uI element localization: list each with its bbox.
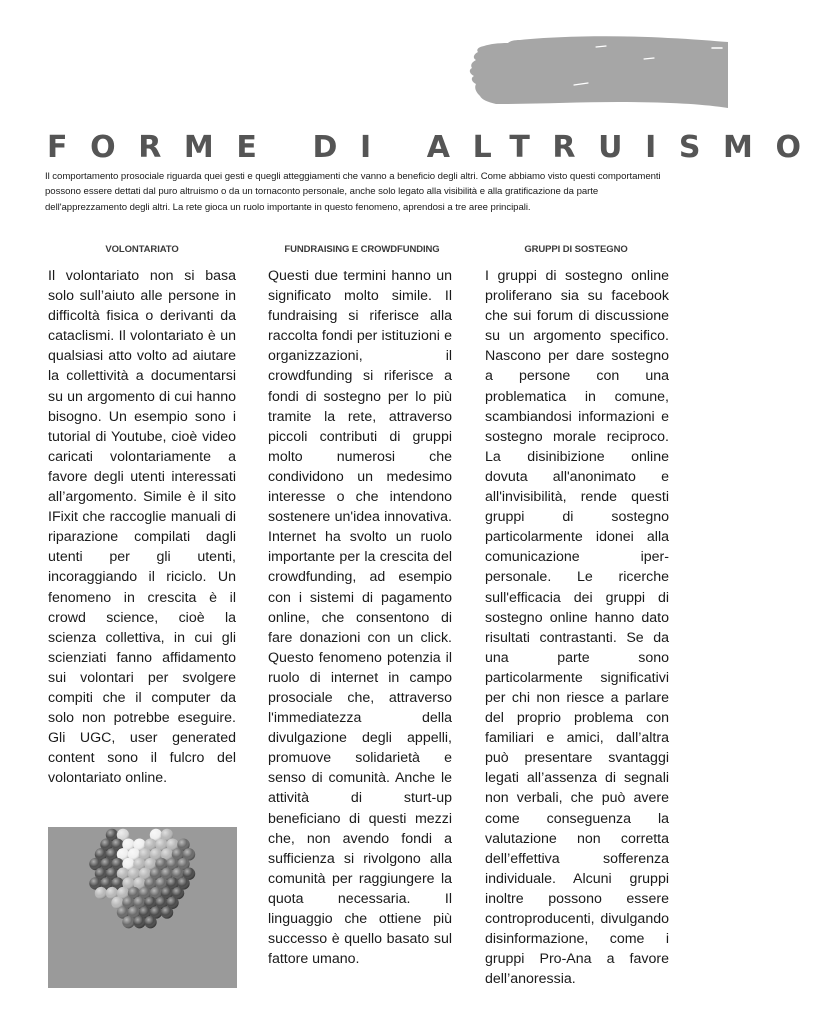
heart-icon [48, 827, 237, 988]
column-heading-gruppi-sostegno: GRUPPI DI SOSTEGNO [524, 244, 628, 255]
heart-ball-shade [133, 916, 145, 928]
page-title: FORME DI ALTRUISMO [47, 130, 824, 165]
heart-ball-shade [161, 906, 173, 918]
column-heading-volontariato: VOLONTARIATO [105, 244, 179, 255]
intro-paragraph: Il comportamento prosociale riguarda quei gesti e quegli atteggiamenti che vanno a beneficio degli altri. Come abbiamo visto questi comportamenti possono essere dettati dal puro altruismo o da un tornaconto personale, anche solo legato alla visibilità e alla gratificazione da parte dell'apprezzamento degli altri. La rete gioca un ruolo importante in questo fenomeno, aprendosi a tre aree principali. [45, 171, 661, 213]
brush-stroke-icon [468, 30, 728, 110]
column-heading-fundraising: FUNDRAISING E CROWDFUNDING [284, 244, 440, 255]
column-body-volontariato: Il volontariato non si basa solo sull’aiuto alle persone in difficoltà fisica o derivanti da cataclismi. Il volontariato è un qualsiasi atto volto ad aiutare la collettività a documentarsi su un argomento di cui hanno bisogno. Un esempio sono i tutorial di Youtube, cioè video caricati volontariamente a favore degli utenti interessati all’argomento. Simile è il sito IFixit che raccoglie manuali di riparazione compilati dagli utenti per gli utenti, incoraggiando il riciclo. Un fenomeno in crescita è il crowd science, cioè la scienza collettiva, in cui gli scienziati fanno affidamento sui volontari per svolgere compiti che il computer da solo non potrebbe eseguire. Gli UGC, user generated content sono il fulcro del volontariato online. [48, 268, 236, 787]
heart-ball-shade [122, 916, 134, 928]
heart-of-balls-image [48, 827, 237, 988]
column-body-gruppi-sostegno: I gruppi di sostegno online proliferano sia su facebook che sui forum di discussione su un argomento specifico. Nascono per dare sostegno a persone con una problematica in comune, scambiandosi informazioni e sostegno morale reciproco. La disinibizione online dovuta all'anonimato e all'invisibilità, rende questi gruppi di sostegno particolarmente idonei alla comunicazione iper-personale. Le ricerche sull'efficacia dei gruppi di sostegno online hanno dato risultati contrastanti. Se da una parte sono particolarmente significativi per chi non riesce a parlare del proprio problema con familiari e amici, dall’altra può presentare svantaggi legati all’assenza di segnali non verbali, che può avere come conseguenza la valutazione non corretta dell’effettiva sofferenza individuale. Alcuni gruppi inoltre possono essere controproducenti, divulgando disinformazione, come i gruppi Pro-Ana a favore dell’anoressia. [485, 268, 669, 988]
column-body-fundraising: Questi due termini hanno un significato molto simile. Il fundraising si riferisce alla raccolta fondi per istituzioni e organizzazioni, il crowdfunding si riferisce a fondi di sostegno per lo più tramite la rete, attraverso piccoli contributi di gruppi molto numerosi che condividono un medesimo interesse o che intendono sostenere un'idea innovativa. Internet ha svolto un ruolo importante per la crescita del crowdfunding, ad esempio con i sistemi di pagamento online, che consentono di fare donazioni con un click. Questo fenomeno potenzia il ruolo di internet in campo prosociale che, attraverso l'immediatezza della divulgazione degli appelli, promuove solidarietà e senso di comunità. Anche le attività di sturt-up beneficiano di questi mezzi che, non avendo fondi a sufficienza si rivolgono alla comunità per raggiungere la quota necessaria. Il linguaggio che ottiene più successo è quello basato sul fattore umano. [268, 268, 452, 968]
heart-ball-shade [95, 887, 107, 899]
heart-ball-shade [144, 916, 156, 928]
